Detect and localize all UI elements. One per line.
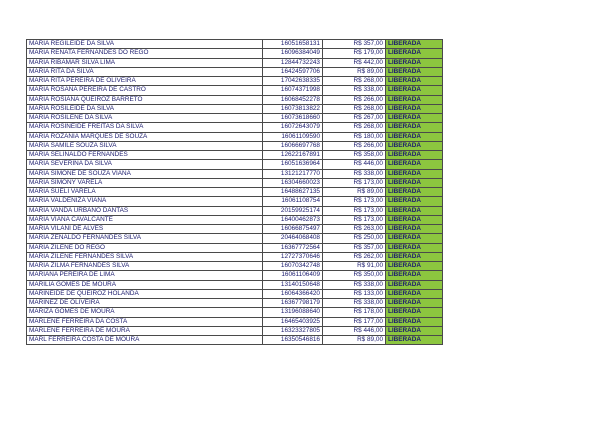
table-row: [27, 188, 443, 197]
status-cell[interactable]: LIBERADA: [386, 67, 443, 76]
table-row: [27, 40, 443, 49]
name-cell[interactable]: MARIANA PEREIRA DE LIMA: [27, 271, 263, 280]
value-cell[interactable]: R$ 89,00: [323, 188, 386, 197]
value-cell[interactable]: R$ 338,00: [323, 86, 386, 95]
table-row: [27, 104, 443, 113]
table-row: [27, 86, 443, 95]
status-cell[interactable]: LIBERADA: [386, 252, 443, 261]
code-cell[interactable]: 12844732243: [263, 58, 323, 67]
name-cell[interactable]: MARLENE FERREIRA DE MOURA: [27, 326, 263, 335]
code-cell[interactable]: 16061109590: [263, 132, 323, 141]
name-cell[interactable]: MARIA VILANI DE ALVES: [27, 225, 263, 234]
code-cell[interactable]: 16064366420: [263, 289, 323, 298]
name-cell[interactable]: MARIA SUELI VARELA: [27, 188, 263, 197]
status-cell[interactable]: LIBERADA: [386, 243, 443, 252]
name-cell[interactable]: MARIA ZILMA FERNANDES SILVA: [27, 262, 263, 271]
name-cell[interactable]: MARIA ZENALDO FERNANDES SILVA: [27, 234, 263, 243]
value-cell[interactable]: R$ 179,00: [323, 49, 386, 58]
status-cell[interactable]: LIBERADA: [386, 114, 443, 123]
value-cell[interactable]: R$ 173,00: [323, 178, 386, 187]
name-cell[interactable]: MARIA SELINALDO FERNANDES: [27, 151, 263, 160]
name-cell[interactable]: MARIA ROSILENE DA SILVA: [27, 114, 263, 123]
status-cell[interactable]: LIBERADA: [386, 77, 443, 86]
status-cell[interactable]: LIBERADA: [386, 289, 443, 298]
value-cell[interactable]: R$ 338,00: [323, 299, 386, 308]
table-row: [27, 289, 443, 298]
table-row: [27, 271, 443, 280]
code-cell[interactable]: 16066875497: [263, 225, 323, 234]
name-cell[interactable]: MARIA VIANA CAVALCANTE: [27, 215, 263, 224]
value-cell[interactable]: R$ 250,00: [323, 234, 386, 243]
name-cell[interactable]: MARIA ROSILEIDE DA SILVA: [27, 104, 263, 113]
value-cell[interactable]: R$ 267,00: [323, 114, 386, 123]
code-cell[interactable]: 12727370646: [263, 252, 323, 261]
code-cell[interactable]: 20464068408: [263, 234, 323, 243]
value-cell[interactable]: R$ 133,00: [323, 289, 386, 298]
code-cell[interactable]: 13140150648: [263, 280, 323, 289]
name-cell[interactable]: MARIA SEVERINA DA SILVA: [27, 160, 263, 169]
status-cell[interactable]: LIBERADA: [386, 234, 443, 243]
name-cell[interactable]: MARIA RENATA FERNANDES DO REGO: [27, 49, 263, 58]
value-cell[interactable]: R$ 89,00: [323, 336, 386, 345]
code-cell[interactable]: 16073813822: [263, 104, 323, 113]
table-row: [27, 326, 443, 335]
table-row: [27, 243, 443, 252]
table-row: [27, 114, 443, 123]
table-row: [27, 262, 443, 271]
value-cell[interactable]: R$ 338,00: [323, 169, 386, 178]
code-cell[interactable]: 20159925174: [263, 206, 323, 215]
spreadsheet-body: [27, 40, 443, 345]
status-cell[interactable]: LIBERADA: [386, 188, 443, 197]
code-cell[interactable]: 13121217770: [263, 169, 323, 178]
code-cell[interactable]: 16367772564: [263, 243, 323, 252]
table-row: [27, 225, 443, 234]
code-cell[interactable]: 16096384049: [263, 49, 323, 58]
code-cell[interactable]: 16465403925: [263, 317, 323, 326]
code-cell[interactable]: 12622167891: [263, 151, 323, 160]
value-cell[interactable]: R$ 178,00: [323, 308, 386, 317]
name-cell[interactable]: MARLENE FERREIRA DA COSTA: [27, 317, 263, 326]
name-cell[interactable]: MARIZA GOMES DE MOURA: [27, 308, 263, 317]
name-cell[interactable]: MARIA RITA PEREIRA DE OLIVEIRA: [27, 77, 263, 86]
name-cell[interactable]: MARIA ROSIANA QUEIROZ BARRETO: [27, 95, 263, 104]
status-cell[interactable]: LIBERADA: [386, 132, 443, 141]
name-cell[interactable]: MARIA ROSINEIDE FREITAS DA SILVA: [27, 123, 263, 132]
status-cell[interactable]: LIBERADA: [386, 49, 443, 58]
table-row: [27, 299, 443, 308]
code-cell[interactable]: 16068452278: [263, 95, 323, 104]
value-cell[interactable]: R$ 268,00: [323, 104, 386, 113]
status-cell[interactable]: LIBERADA: [386, 308, 443, 317]
table-row: [27, 308, 443, 317]
status-cell[interactable]: LIBERADA: [386, 336, 443, 345]
table-row: [27, 123, 443, 132]
name-cell[interactable]: MARIA RIBAMAR SILVA LIMA: [27, 58, 263, 67]
table-row: [27, 336, 443, 345]
name-cell[interactable]: MARL FERREIRA COSTA DE MOURA: [27, 336, 263, 345]
value-cell[interactable]: R$ 173,00: [323, 197, 386, 206]
name-cell[interactable]: MARIA SIMONE DE SOUZA VIANA: [27, 169, 263, 178]
status-cell[interactable]: LIBERADA: [386, 299, 443, 308]
code-cell[interactable]: 16488627135: [263, 188, 323, 197]
table-row: [27, 215, 443, 224]
code-cell[interactable]: 16304660023: [263, 178, 323, 187]
value-cell[interactable]: R$ 268,00: [323, 77, 386, 86]
table-row: [27, 206, 443, 215]
code-cell[interactable]: 16350546816: [263, 336, 323, 345]
name-cell[interactable]: MARINEIDE DE QUEIROZ HOLANDA: [27, 289, 263, 298]
code-cell[interactable]: 16051636964: [263, 160, 323, 169]
value-cell[interactable]: R$ 358,00: [323, 151, 386, 160]
status-cell[interactable]: LIBERADA: [386, 40, 443, 49]
status-cell[interactable]: LIBERADA: [386, 86, 443, 95]
status-cell[interactable]: LIBERADA: [386, 151, 443, 160]
status-cell[interactable]: LIBERADA: [386, 225, 443, 234]
code-cell[interactable]: 16074371998: [263, 86, 323, 95]
status-cell[interactable]: LIBERADA: [386, 317, 443, 326]
code-cell[interactable]: 16070342748: [263, 262, 323, 271]
value-cell[interactable]: R$ 173,00: [323, 206, 386, 215]
table-row: [27, 169, 443, 178]
status-cell[interactable]: LIBERADA: [386, 262, 443, 271]
table-row: [27, 49, 443, 58]
status-cell[interactable]: LIBERADA: [386, 178, 443, 187]
table-row: [27, 234, 443, 243]
table-row: [27, 280, 443, 289]
value-cell[interactable]: R$ 180,00: [323, 132, 386, 141]
value-cell[interactable]: R$ 446,00: [323, 326, 386, 335]
status-cell[interactable]: LIBERADA: [386, 123, 443, 132]
value-cell[interactable]: R$ 446,00: [323, 160, 386, 169]
value-cell[interactable]: R$ 263,00: [323, 225, 386, 234]
status-cell[interactable]: LIBERADA: [386, 206, 443, 215]
table-row: [27, 151, 443, 160]
status-cell[interactable]: LIBERADA: [386, 104, 443, 113]
name-cell[interactable]: MARIA VANDA URBANO DANTAS: [27, 206, 263, 215]
name-cell[interactable]: MARINEZ DE OLIVEIRA: [27, 299, 263, 308]
value-cell[interactable]: R$ 350,00: [323, 271, 386, 280]
code-cell[interactable]: 16072643079: [263, 123, 323, 132]
table-row: [27, 58, 443, 67]
table-row: [27, 178, 443, 187]
table-row: [27, 252, 443, 261]
code-cell[interactable]: 16323327805: [263, 326, 323, 335]
table-row: [27, 95, 443, 104]
status-cell[interactable]: LIBERADA: [386, 271, 443, 280]
table-row: [27, 132, 443, 141]
table-row: [27, 67, 443, 76]
code-cell[interactable]: 16061106409: [263, 271, 323, 280]
table-row: [27, 317, 443, 326]
name-cell[interactable]: MARIA ROZANIA MARQUES DE SOUZA: [27, 132, 263, 141]
value-cell[interactable]: R$ 442,00: [323, 58, 386, 67]
code-cell[interactable]: 16367798179: [263, 299, 323, 308]
value-cell[interactable]: R$ 338,00: [323, 280, 386, 289]
name-cell[interactable]: MARIA ROSANA PEREIRA DE CASTRO: [27, 86, 263, 95]
code-cell[interactable]: 16400462873: [263, 215, 323, 224]
code-cell[interactable]: 17042638335: [263, 77, 323, 86]
status-cell[interactable]: LIBERADA: [386, 95, 443, 104]
status-cell[interactable]: LIBERADA: [386, 326, 443, 335]
name-cell[interactable]: MARIA VALDENIZA VIANA: [27, 197, 263, 206]
name-cell[interactable]: MARIA RITA DA SILVA: [27, 67, 263, 76]
status-cell[interactable]: LIBERADA: [386, 215, 443, 224]
name-cell[interactable]: MARIA SIMONY VARELA: [27, 178, 263, 187]
table-row: [27, 77, 443, 86]
name-cell[interactable]: MARIA SAMILE SOUZA SILVA: [27, 141, 263, 150]
table-row: [27, 197, 443, 206]
table-row: [27, 141, 443, 150]
status-cell[interactable]: LIBERADA: [386, 141, 443, 150]
value-cell[interactable]: R$ 89,00: [323, 67, 386, 76]
code-cell[interactable]: 16424597706: [263, 67, 323, 76]
value-cell[interactable]: R$ 177,00: [323, 317, 386, 326]
status-cell[interactable]: LIBERADA: [386, 58, 443, 67]
code-cell[interactable]: 16051658131: [263, 40, 323, 49]
name-cell[interactable]: MARIA ZILENE FERNANDES SILVA: [27, 252, 263, 261]
code-cell[interactable]: 13196088640: [263, 308, 323, 317]
status-cell[interactable]: LIBERADA: [386, 280, 443, 289]
name-cell[interactable]: MARILIA GOMES DE MOURA: [27, 280, 263, 289]
spreadsheet-table: [26, 39, 443, 345]
code-cell[interactable]: 16066697768: [263, 141, 323, 150]
code-cell[interactable]: 16061108754: [263, 197, 323, 206]
status-cell[interactable]: LIBERADA: [386, 160, 443, 169]
table-row: [27, 160, 443, 169]
value-cell[interactable]: R$ 268,00: [323, 123, 386, 132]
value-cell[interactable]: R$ 262,00: [323, 252, 386, 261]
name-cell[interactable]: MARIA ZILENE DO REGO: [27, 243, 263, 252]
value-cell[interactable]: R$ 266,00: [323, 95, 386, 104]
value-cell[interactable]: R$ 357,00: [323, 40, 386, 49]
code-cell[interactable]: 16073618660: [263, 114, 323, 123]
value-cell[interactable]: R$ 173,00: [323, 215, 386, 224]
status-cell[interactable]: LIBERADA: [386, 169, 443, 178]
value-cell[interactable]: R$ 357,00: [323, 243, 386, 252]
name-cell[interactable]: MARIA REGILEIDE DA SILVA: [27, 40, 263, 49]
status-cell[interactable]: LIBERADA: [386, 197, 443, 206]
value-cell[interactable]: R$ 91,00: [323, 262, 386, 271]
value-cell[interactable]: R$ 266,00: [323, 141, 386, 150]
